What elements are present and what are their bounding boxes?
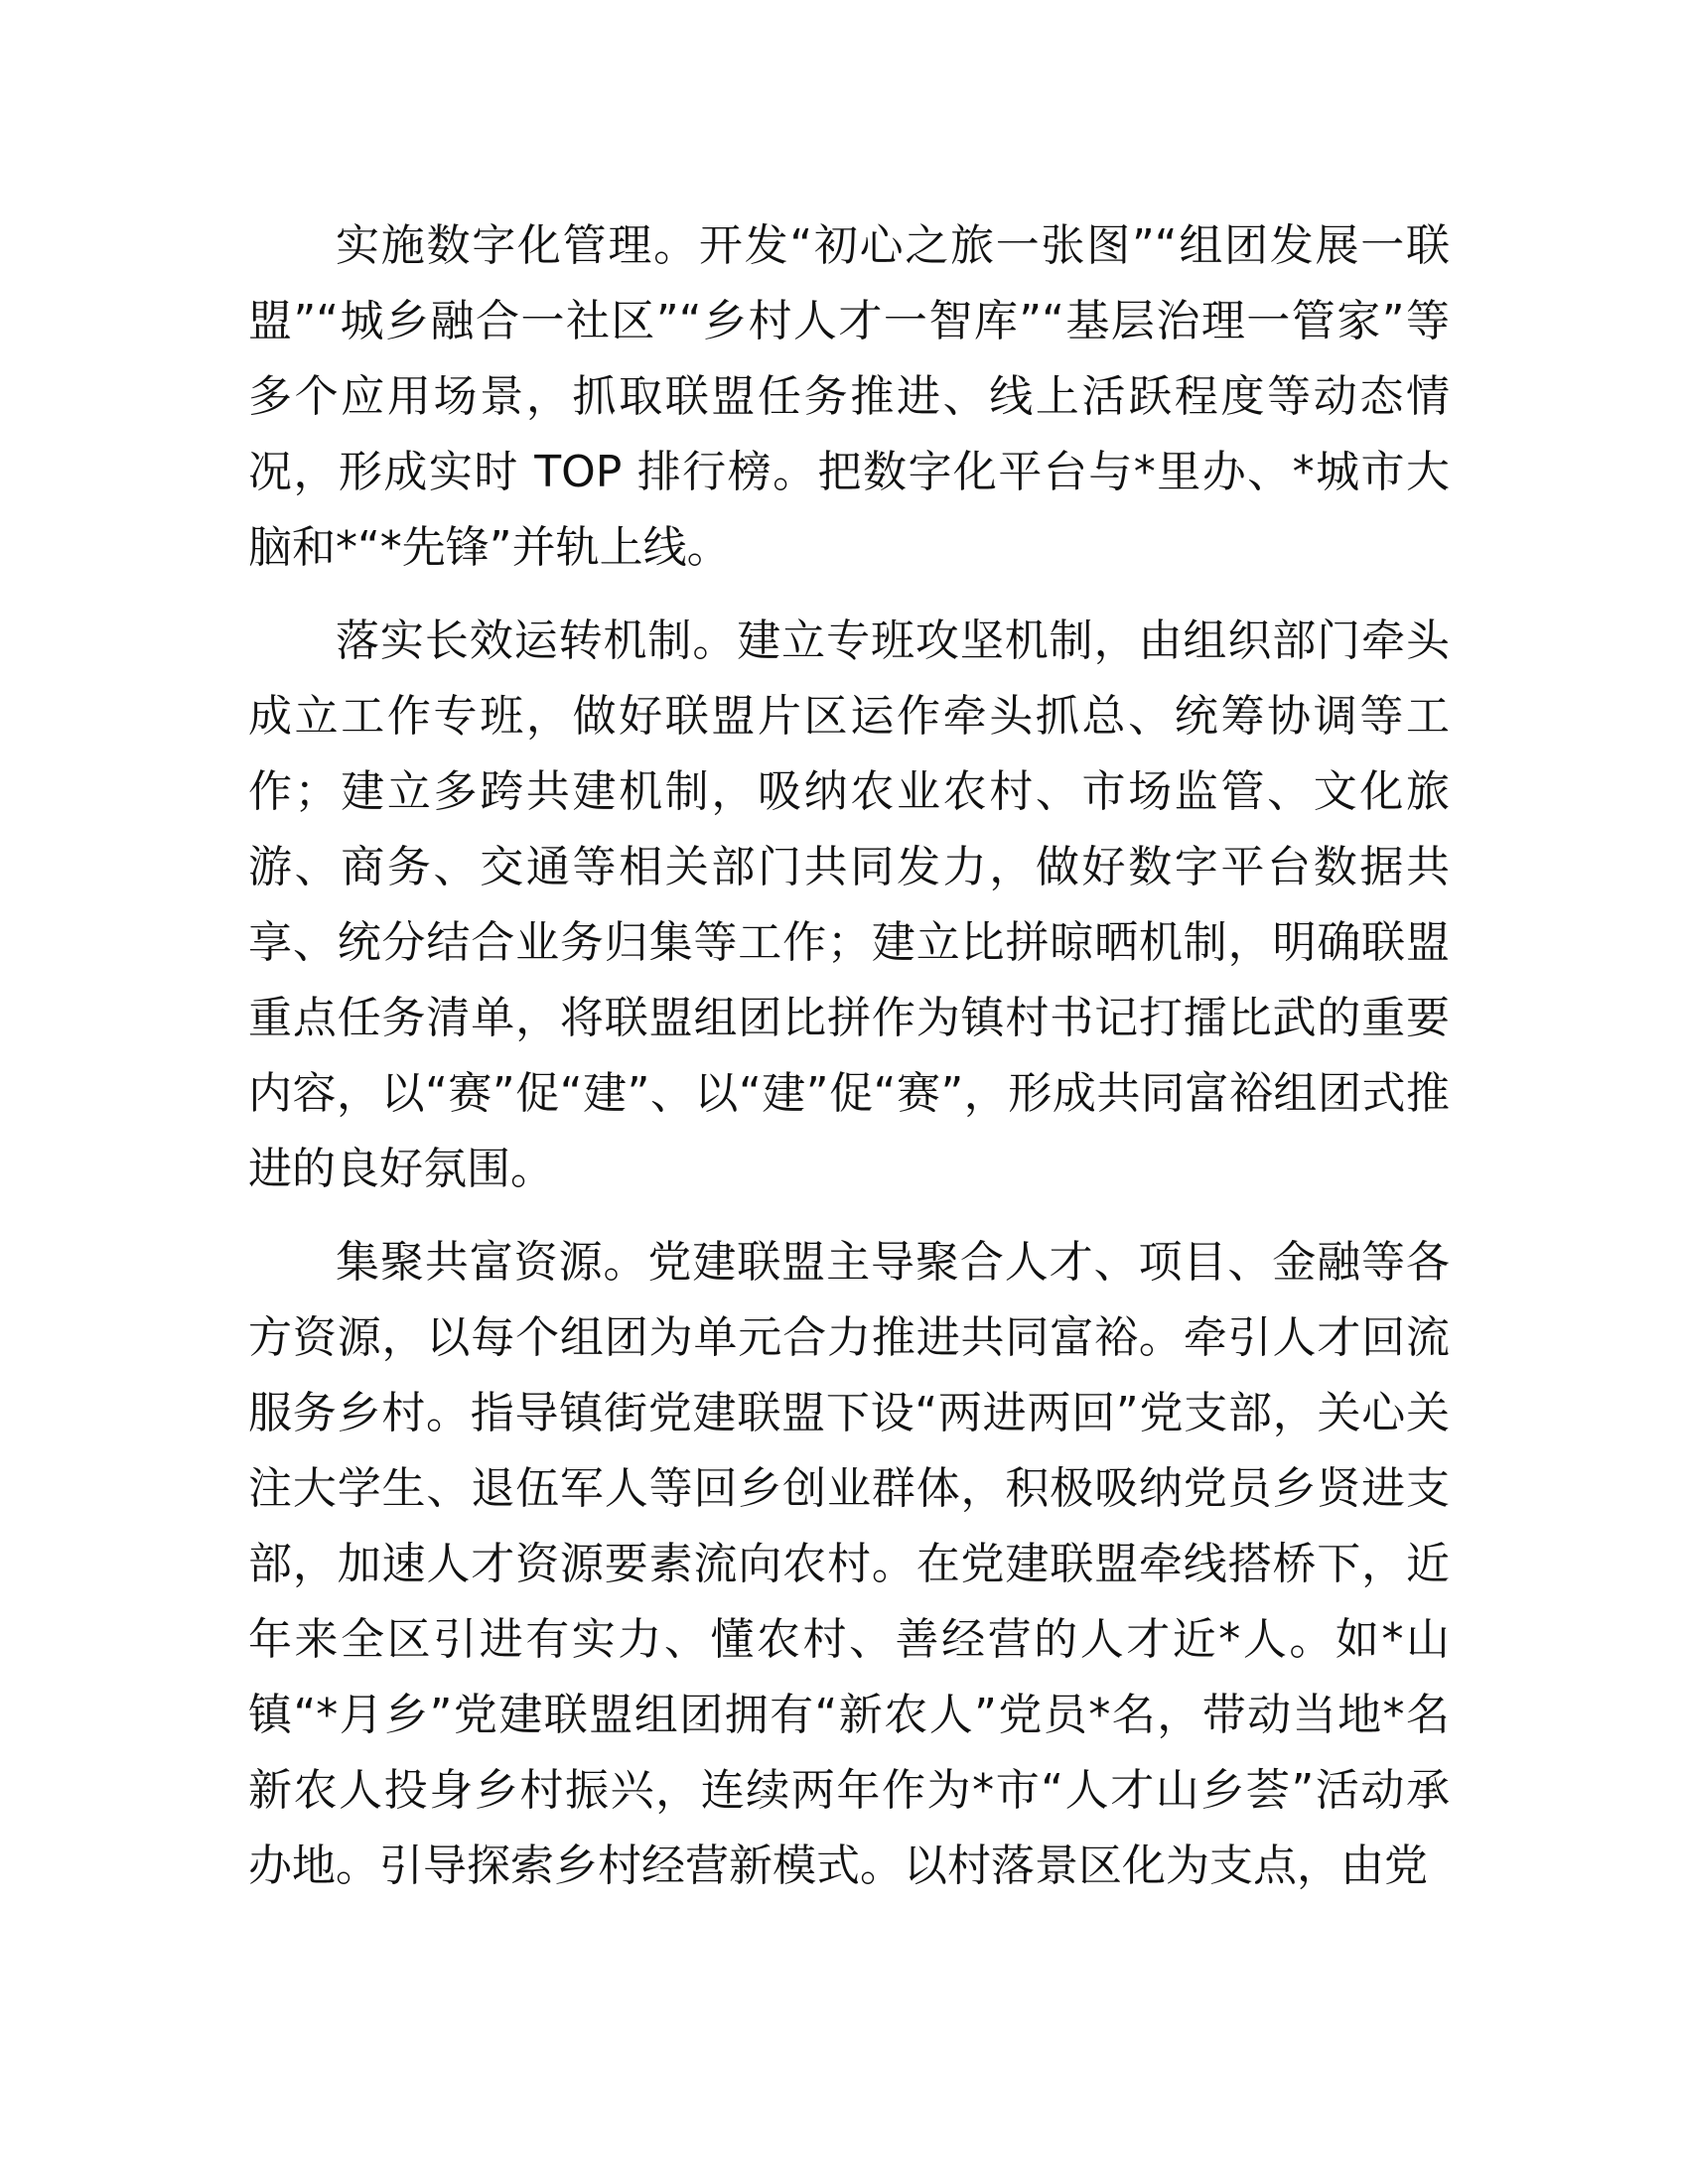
paragraph-operation-mechanism: 落实长效运转机制。建立专班攻坚机制，由组织部门牵头成立工作专班，做好联盟片区运作牵头抓总、统筹协调等工作；建立多跨共建机制，吸纳农业农村、市场监管、文化旅游、商务、交通等相关部门共同发力，做好数字平台数据共享、统分结合业务归集等工作；建立比拼晾晒机制，明确联盟重点任务清单，将联盟组团比拼作为镇村书记打擂比武的重要内容，以“赛”促“建”、以“建”促“赛”，形成共同富裕组团式推进的良好氛围。 <box>248 615 1450 1194</box>
paragraph-digital-management: 实施数字化管理。开发“初心之旅一张图”“组团发展一联盟”“城乡融合一社区”“乡村人才一智库”“基层治理一管家”等多个应用场景，抓取联盟任务推进、线上活跃程度等动态情况，形成实时 TOP 排行榜。把数字化平台与*里办、*城市大脑和*“*先锋”并轨上线。 <box>248 220 1450 573</box>
body-text <box>248 208 1450 1922</box>
paragraph-common-prosperity-resources: 集聚共富资源。党建联盟主导聚合人才、项目、金融等各方资源，以每个组团为单元合力推进共同富裕。牵引人才回流服务乡村。指导镇街党建联盟下设“两进两回”党支部，关心关注大学生、退伍军人等回乡创业群体，积极吸纳党员乡贤进支部，加速人才资源要素流向农村。在党建联盟牵线搭桥下，近年来全区引进有实力、懂农村、善经营的人才近*人。如*山镇“*月乡”党建联盟组团拥有“新农人”党员*名，带动当地*名新农人投身乡村振兴，连续两年作为*市“人才山乡荟”活动承办地。引导探索乡村经营新模式。以村落景区化为支点，由党 <box>248 1237 1450 1891</box>
